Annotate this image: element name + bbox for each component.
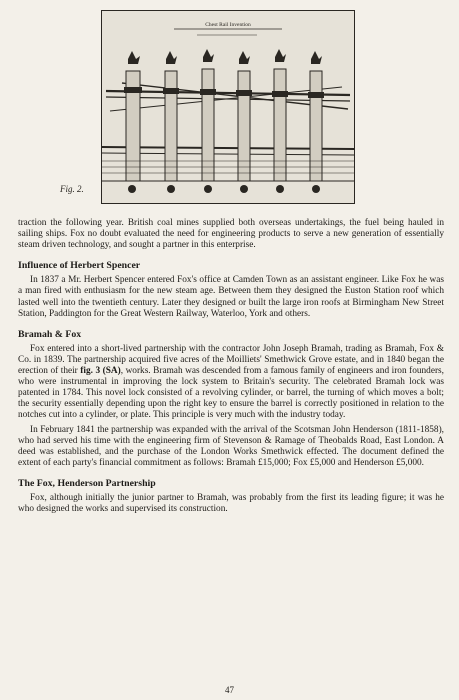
body-text [18,218,444,515]
figure-railway-drawing [101,10,355,204]
paragraph-text: , works. Bramah was descended from a famous family of engineers and iron founders, who were instrumental in improving the lock system to Britain's security. The celebrated Bramah lock was patented in 1784. This novel lock consisted of a revolving cylinder, or barrel, the turning of which moves a bolt; the security essentially depending upon the right key to ensure the barrel is correctly positioned in relation to the notches cut into a cylinder, or plate. This principle is very much with the industry today. [18,366,444,421]
figure-reference: fig. 3 (SA) [80,366,121,377]
figure-caption: Fig. 2. [60,184,84,194]
drawing-title: Chest Rail Invention [205,22,251,28]
section-heading: Influence of Herbert Spencer [18,260,141,272]
section-heading: Bramah & Fox [18,328,82,340]
paragraph: In February 1841 the partnership was expanded with the arrival of the Scotsman John Henderson (1811-1858), who had served his time with the engineering firm of Stevenson & Ramage of Theobalds Road, East London. A deed was established, and the purchase of the London Works Smethwick effected. The document defined the extent of each party's financial commitment as follows: Bramah £15,000; Fox £5,000 and Henderson £5,000. [18,424,444,468]
engineering-drawing [102,11,354,203]
paragraph: In 1837 a Mr. Herbert Spencer entered Fox's office at Camden Town as an assistant engineer. Like Fox he was a man fired with enthusiasm for the new steam age. Between them they designed the Euston Station roof which lasted well into the twentieth century. Later they designed or built the large iron roofs at Birmingham New Street Station, Paddington for the Great Western Railway, Waterloo, York and others. [18,275,444,319]
page-number: 47 [225,685,234,695]
paragraph: traction the following year. British coal mines supplied both overseas undertakings, the fuel being hauled in sailing ships. Fox no doubt evaluated the need for engineering products to serve a new generation of essentially steam driven technology, and sought a partner in this enterprise. [18,218,444,251]
section-heading: The Fox, Henderson Partnership [18,477,156,489]
paragraph-text: Fox entered into a short-lived partnership with the contractor John Joseph Bramah, trading as Bramah, Fox & Co. in 1839. The partnership acquired five acres of the Moilliets' Smethwick Grove estate, and in 1840 began the erection of their [18,343,444,377]
paragraph [18,344,444,422]
paragraph: Fox, although initially the junior partner to Bramah, was probably from the first its leading figure; it was he who designed the works and supervised its construction. [18,492,444,515]
